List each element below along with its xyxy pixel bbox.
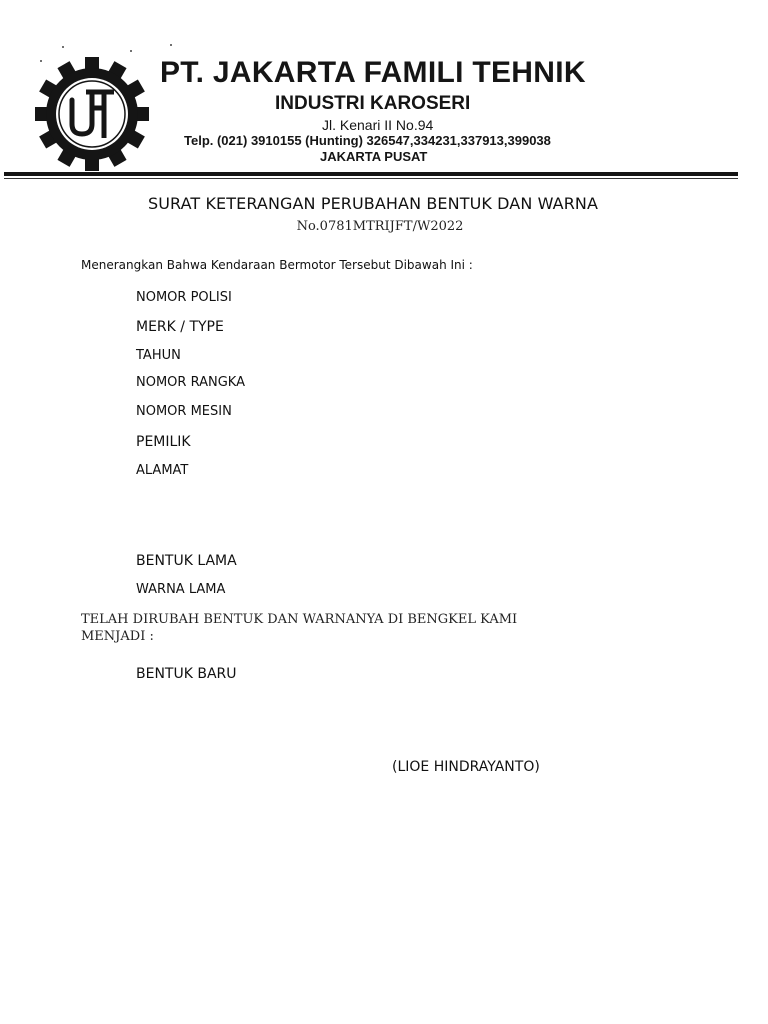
field-bentuk-baru: BENTUK BARU	[136, 666, 237, 682]
company-name: PT. JAKARTA FAMILI TEHNIK	[160, 56, 586, 89]
scan-speck	[170, 44, 172, 46]
change-statement: TELAH DIRUBAH BENTUK DAN WARNANYA DI BENGKEL KAMI MENJADI :	[81, 612, 518, 644]
field-nomor-polisi: NOMOR POLISI	[136, 290, 232, 305]
field-alamat: ALAMAT	[136, 463, 189, 478]
signatory-name: (LIOE HINDRAYANTO)	[392, 759, 540, 775]
scan-speck	[40, 60, 42, 62]
company-division: INDUSTRI KAROSERI	[275, 93, 471, 114]
company-city: JAKARTA PUSAT	[320, 149, 428, 164]
field-merk-type: MERK / TYPE	[136, 319, 224, 335]
field-tahun: TAHUN	[136, 348, 181, 363]
field-pemilik: PEMILIK	[136, 434, 191, 450]
letterhead	[0, 0, 768, 190]
scan-speck	[130, 50, 132, 52]
company-logo	[34, 56, 150, 172]
field-nomor-mesin: NOMOR MESIN	[136, 404, 232, 419]
letterhead-divider-thin	[4, 178, 738, 179]
document-number: No.0781MTRIJFT/W2022	[296, 219, 464, 234]
letterhead-divider-thick	[4, 172, 738, 176]
field-bentuk-lama: BENTUK LAMA	[136, 553, 237, 569]
scan-speck	[62, 46, 64, 48]
field-warna-lama: WARNA LAMA	[136, 582, 226, 597]
document-title: SURAT KETERANGAN PERUBAHAN BENTUK DAN WARNA	[147, 194, 599, 213]
intro-text: Menerangkan Bahwa Kendaraan Bermotor Tersebut Dibawah Ini :	[81, 258, 473, 272]
company-address: Jl. Kenari II No.94	[322, 117, 434, 133]
field-nomor-rangka: NOMOR RANGKA	[136, 375, 245, 390]
company-phone: Telp. (021) 3910155 (Hunting) 326547,334231,337913,399038	[184, 133, 551, 148]
